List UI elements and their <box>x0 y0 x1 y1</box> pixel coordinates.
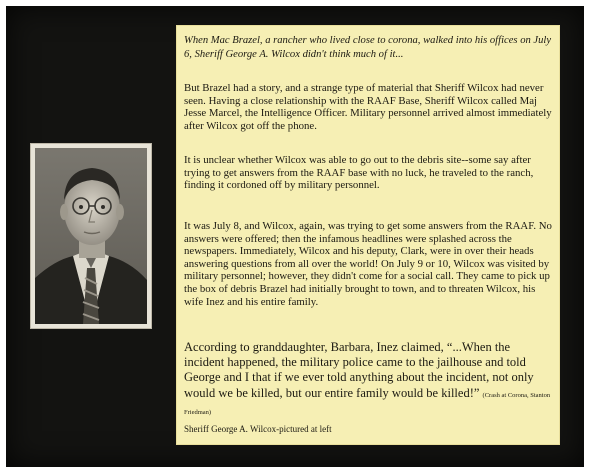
quote-citation: (Crash at Corona, Stanton Friedman) <box>184 391 551 416</box>
text-placard <box>177 26 559 444</box>
intro-text: When Mac Brazel, a rancher who lived close to corona, walked into his offices on July 6, Sheriff George A. Wilcox didn't think much of it... <box>184 35 552 60</box>
body-paragraph-1: But Brazel had a story, and a strange type of material that Sheriff Wilcox had never seen. Having a close relationship with the RAAF Base, Sheriff Wilcox called Maj Jesse Marcel, the Intelligence Officer. Military personnel arrived almost immediately after Wilcox got off the phone. <box>184 82 552 132</box>
portrait-photo <box>30 143 152 329</box>
body-paragraph-3: It was July 8, and Wilcox, again, was trying to get some answers from the RAAF. No answers were offered; then the infamous headlines were splashed across the newspapers. Immediately, Wilcox and his deputy, Clark, were in over their heads answering questions from all over the world! On July 9 or 10, Wilcox was visited by military personnel; however, they didn't come for a social call. They came to pick up the box of debris Brazel had initially brought to town, and to threaten Wilcox, his wife Inez and his entire family. <box>184 220 552 308</box>
body-paragraph-2: It is unclear whether Wilcox was able to go out to the debris site--some say after trying to get answers from the RAAF base with no luck, he traveled to the ranch, finding it cordoned off by military personnel. <box>184 154 534 192</box>
quote-text: According to granddaughter, Barbara, Inez claimed, “...When the incident happened, the military police came to the jailhouse and told George and I that if we ever told anything about the incident, not only would we be killed, but our entire family would be killed!” <box>184 340 534 400</box>
portrait-image <box>35 148 147 324</box>
quote-paragraph <box>184 340 553 420</box>
photo-caption: Sheriff George A. Wilcox-pictured at left <box>184 424 332 434</box>
